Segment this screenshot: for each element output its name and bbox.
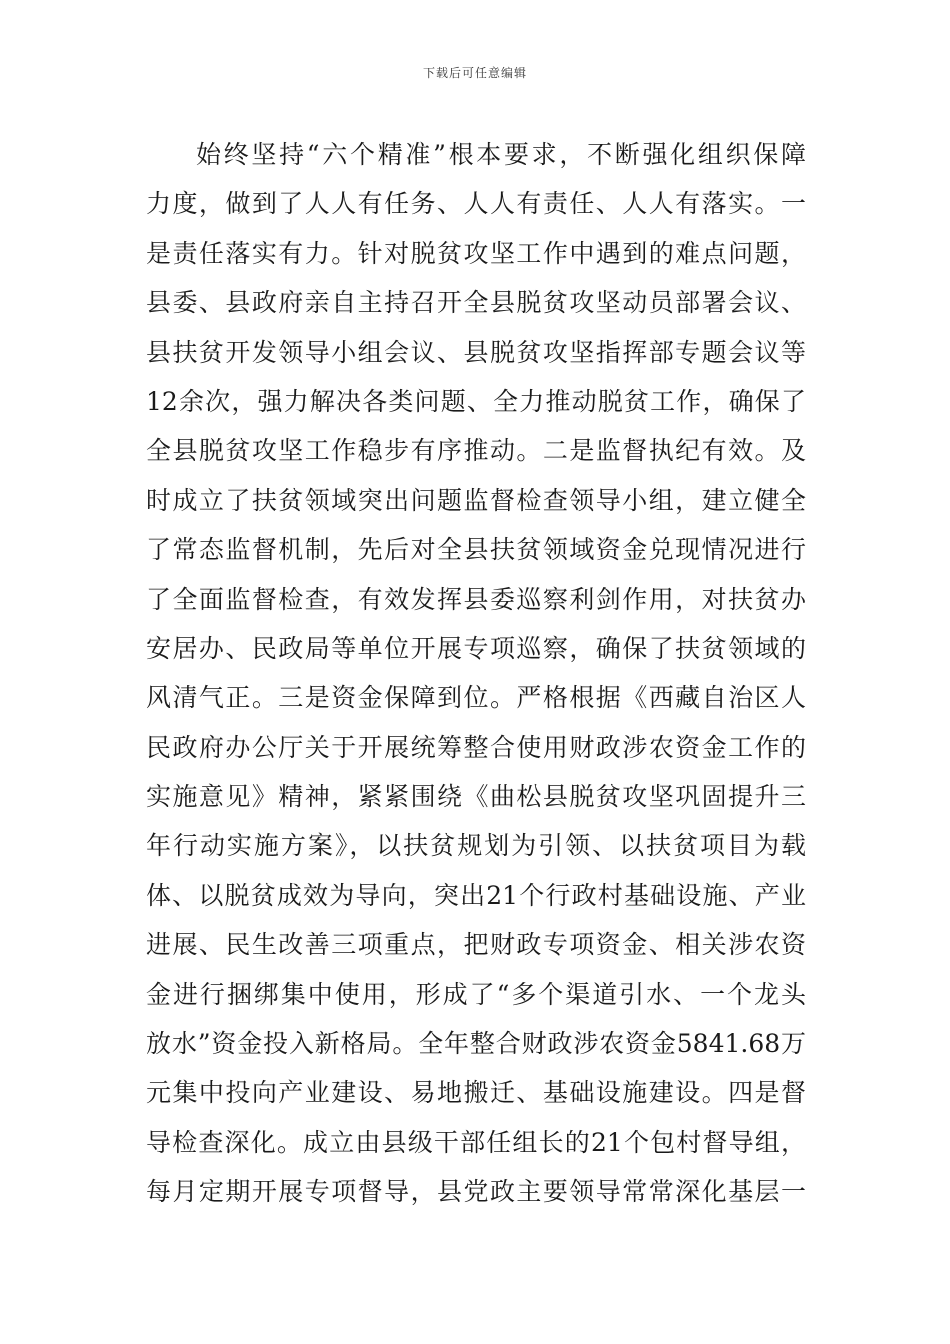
text-line: 了全面监督检查，有效发挥县委巡察利剑作用，对扶贫办 — [146, 584, 806, 614]
text-line: 元集中投向产业建设、易地搬迁、基础设施建设。四是督 — [146, 1078, 806, 1108]
text-line: 县扶贫开发领导小组会议、县脱贫攻坚指挥部专题会议等 — [146, 337, 806, 367]
text-line: 力度，做到了人人有任务、人人有责任、人人有落实。一 — [146, 189, 806, 219]
text-line: 了常态监督机制，先后对全县扶贫领域资金兑现情况进行 — [146, 535, 806, 565]
text-line: 风清气正。三是资金保障到位。严格根据《西藏自治区人 — [146, 683, 806, 713]
text-line: 体、以脱贫成效为导向，突出21个行政村基础设施、产业 — [146, 880, 806, 910]
text-line: 全县脱贫攻坚工作稳步有序推动。二是监督执纪有效。及 — [146, 436, 806, 466]
header-note: 下载后可任意编辑 — [422, 66, 527, 80]
text-line: 时成立了扶贫领域突出问题监督检查领导小组，建立健全 — [146, 485, 806, 515]
body-paragraph — [146, 130, 806, 1217]
text-line: 始终坚持“六个精准”根本要求，不断强化组织保障 — [196, 140, 806, 169]
text-line: 进展、民生改善三项重点，把财政专项资金、相关涉农资 — [146, 930, 806, 960]
text-line: 是责任落实有力。针对脱贫攻坚工作中遇到的难点问题， — [146, 238, 806, 268]
text-line: 年行动实施方案》，以扶贫规划为引领、以扶贫项目为载 — [146, 831, 806, 861]
text-line: 实施意见》精神，紧紧围绕《曲松县脱贫攻坚巩固提升三 — [146, 782, 806, 812]
text-line: 每月定期开展专项督导，县党政主要领导常常深化基层一 — [146, 1177, 806, 1207]
text-line: 12余次，强力解决各类问题、全力推动脱贫工作，确保了 — [146, 386, 806, 416]
text-line: 县委、县政府亲自主持召开全县脱贫攻坚动员部署会议、 — [146, 288, 806, 318]
text-line: 导检查深化。成立由县级干部任组长的21个包村督导组， — [146, 1127, 806, 1157]
text-line: 安居办、民政局等单位开展专项巡察，确保了扶贫领域的 — [146, 633, 806, 663]
text-line: 放水”资金投入新格局。全年整合财政涉农资金5841.68万 — [146, 1029, 806, 1059]
text-line: 金进行捆绑集中使用，形成了“多个渠道引水、一个龙头 — [146, 979, 806, 1009]
text-line: 民政府办公厅关于开展统筹整合使用财政涉农资金工作的 — [146, 732, 806, 762]
